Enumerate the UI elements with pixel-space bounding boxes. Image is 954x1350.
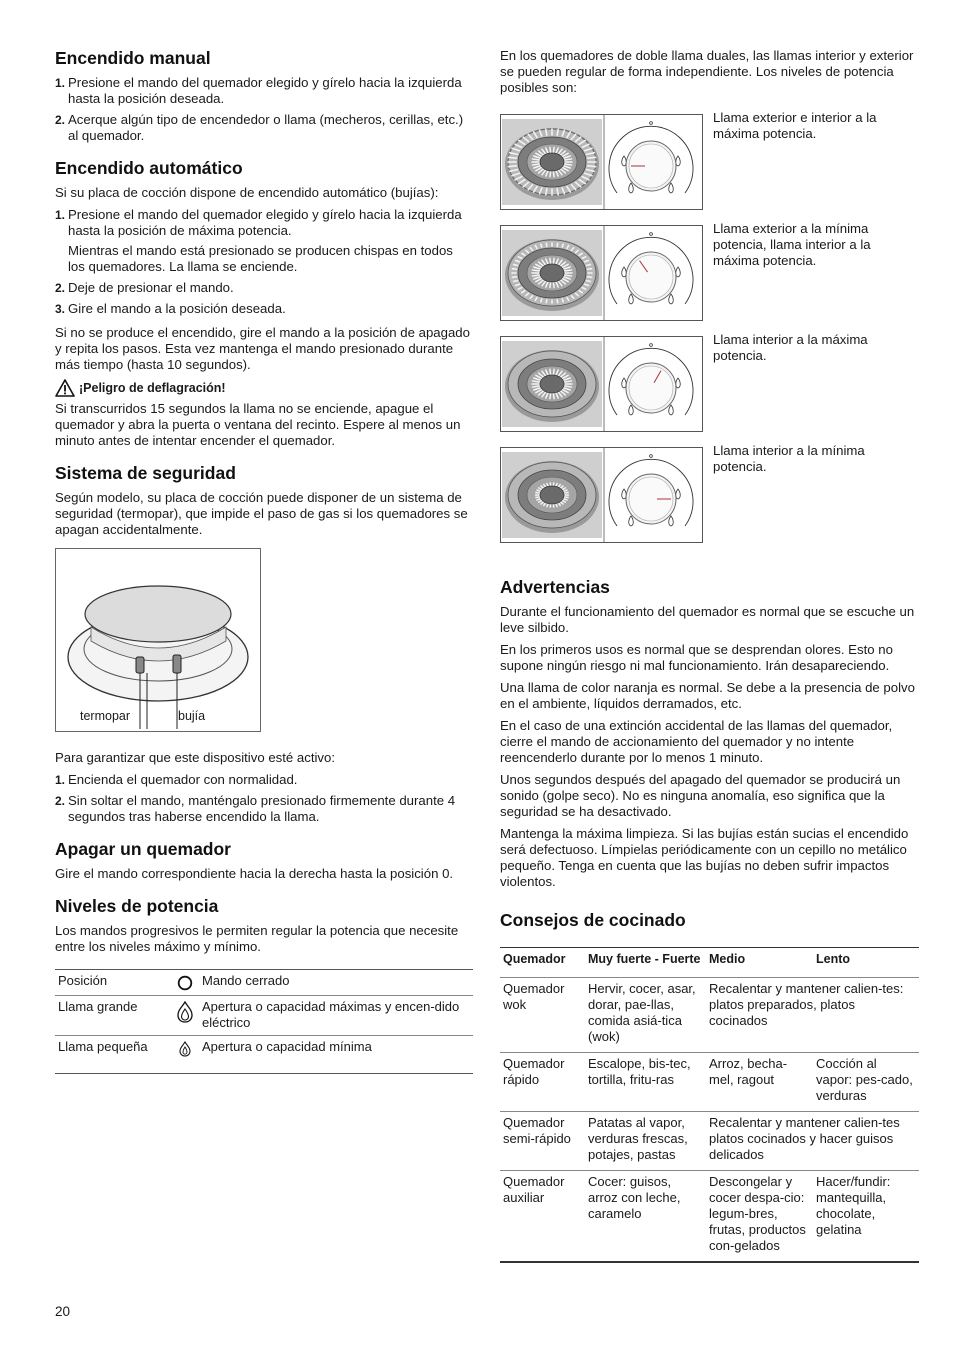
manual-steps bbox=[55, 75, 473, 144]
step-text: Acerque algún tipo de encendedor o llama (mecheros, cerillas, etc.) al quemador. bbox=[68, 112, 464, 143]
warning-title: ¡Peligro de deflagración! bbox=[79, 381, 226, 395]
warning-paragraph: Mantenga la máxima limpieza. Si las bujías están sucias el encendido será defectuoso. Límpielas periódicamente con un cepillo no metálico pequeño. Tenga en cuenta que las bujías no deben sufrir impactos violentos. bbox=[500, 826, 909, 889]
auto-ignition-heading: Encendido automático bbox=[55, 158, 243, 178]
dual-level-3 bbox=[500, 332, 919, 447]
description-cell: Apertura o capacidad máximas y encen-dido eléctrico bbox=[202, 999, 460, 1030]
cooking-tips-table bbox=[500, 947, 919, 1263]
dual-burner-image bbox=[500, 447, 703, 543]
power-levels-heading: Niveles de potencia bbox=[55, 896, 219, 916]
dual-burner-image bbox=[500, 225, 703, 321]
dual-level-caption: Llama interior a la máxima potencia. bbox=[713, 332, 868, 363]
burner-cell: Quemador auxiliar bbox=[500, 1171, 585, 1263]
dual-level-4 bbox=[500, 443, 919, 577]
security-text: Según modelo, su placa de cocción puede disponer de un sistema de seguridad (termopar), que impide el paso de gas si los quemadores se apagan accidentalmente. bbox=[55, 490, 468, 537]
table-row bbox=[500, 1171, 919, 1263]
medium-slow-cell: Recalentar y mantener calien-tes platos cocinados y hacer guisos delicados bbox=[706, 1112, 919, 1171]
icon-cell bbox=[168, 1039, 202, 1057]
table-row bbox=[55, 1036, 473, 1073]
bujia-label: bujía bbox=[178, 709, 206, 723]
position-cell: Posición bbox=[58, 973, 108, 988]
power-levels-table bbox=[55, 969, 473, 1074]
icon-cell bbox=[168, 999, 202, 1031]
list-item bbox=[55, 772, 473, 788]
step-number: 2. bbox=[55, 281, 66, 295]
position-cell: Llama grande bbox=[58, 999, 138, 1014]
strong-cell: Patatas al vapor, verduras frescas, potajes, pastas bbox=[585, 1112, 706, 1171]
warning-paragraph: Durante el funcionamiento del quemador es normal que se escuche un leve silbido. bbox=[500, 604, 915, 635]
warning-paragraph: En los primeros usos es normal que se desprendan olores. Esto no supone ningún riesgo ni mal funcionamiento. Irán desapareciendo. bbox=[500, 642, 893, 673]
strong-cell: Cocer: guisos, arroz con leche, caramelo bbox=[585, 1171, 706, 1263]
cooking-tips-section bbox=[500, 910, 919, 1263]
dual-level-caption: Llama exterior a la mínima potencia, llama interior a la máxima potencia. bbox=[713, 221, 871, 268]
step-number: 2. bbox=[55, 794, 66, 808]
slow-cell: Hacer/fundir: mantequilla, chocolate, gelatina bbox=[813, 1171, 919, 1263]
dual-burner-image bbox=[500, 114, 703, 210]
list-item bbox=[55, 793, 473, 825]
dual-level-caption: Llama exterior e interior a la máxima potencia. bbox=[713, 110, 877, 141]
dual-level-2 bbox=[500, 221, 919, 336]
security-heading: Sistema de seguridad bbox=[55, 463, 236, 483]
burner-cell: Quemador rápido bbox=[500, 1053, 585, 1112]
warning-paragraph: Una llama de color naranja es normal. Se debe a la presencia de polvo en el ambiente, líquidos derramados, etc. bbox=[500, 680, 915, 711]
turn-off-heading: Apagar un quemador bbox=[55, 839, 231, 859]
step-text: Gire el mando a la posición deseada. bbox=[68, 301, 286, 316]
table-row bbox=[500, 1053, 919, 1112]
step-text: Presione el mando del quemador elegido y gírelo hacia la izquierda hasta la posición de máxima potencia. bbox=[68, 207, 462, 238]
auto-ignition-section bbox=[55, 158, 473, 449]
auto-after-text: Si no se produce el encendido, gire el mando a la posición de apagado y repita los pasos. Esta vez mantenga el mando presionado durante más tiempo (hasta 10 segundos). bbox=[55, 325, 470, 372]
column-header: Quemador bbox=[500, 948, 585, 978]
warnings-section bbox=[500, 577, 919, 890]
table-header-row bbox=[500, 948, 919, 978]
large-flame-icon bbox=[177, 1001, 193, 1023]
step-number: 1. bbox=[55, 208, 66, 222]
table-row bbox=[500, 1112, 919, 1171]
list-item bbox=[55, 112, 473, 144]
column-header: Lento bbox=[813, 948, 919, 978]
burner-photo bbox=[501, 226, 702, 320]
medium-slow-cell: Recalentar y mantener calien-tes: platos preparados, platos cocinados bbox=[706, 978, 919, 1053]
table-row bbox=[500, 978, 919, 1053]
step-number: 3. bbox=[55, 302, 66, 316]
step-text: Presione el mando del quemador elegido y gírelo hacia la izquierda hasta la posición deseada. bbox=[68, 75, 462, 106]
dual-level-caption: Llama interior a la mínima potencia. bbox=[713, 443, 865, 474]
security-steps bbox=[55, 772, 473, 825]
warning-paragraph: Unos segundos después del apagado del quemador se producirá un sonido (golpe seco). No es ninguna anomalía, eso significa que la seguridad se ha desactivado. bbox=[500, 772, 901, 819]
step-text: Deje de presionar el mando. bbox=[68, 280, 234, 295]
auto-steps bbox=[55, 207, 473, 317]
burner-photo bbox=[501, 115, 702, 209]
column-header: Medio bbox=[706, 948, 813, 978]
page-number: 20 bbox=[55, 1304, 71, 1319]
warnings-heading: Advertencias bbox=[500, 577, 610, 597]
table-row bbox=[55, 970, 473, 996]
small-flame-icon bbox=[179, 1041, 191, 1057]
table-row bbox=[55, 996, 473, 1036]
warning-text: Si transcurridos 15 segundos la llama no se enciende, apague el quemador y abra la puerta o ventana del recinto. Espere al menos un minuto antes de intentar encender el quemador. bbox=[55, 401, 461, 448]
dual-burner-intro: En los quemadores de doble llama duales, las llamas interior y exterior se pueden regular de forma independiente. Los niveles de potencia posibles son: bbox=[500, 48, 914, 95]
step-number: 1. bbox=[55, 773, 66, 787]
burner-cell: Quemador semi-rápido bbox=[500, 1112, 585, 1171]
right-column bbox=[500, 48, 919, 1263]
auto-intro: Si su placa de cocción dispone de encendido automático (bujías): bbox=[55, 185, 439, 200]
position-cell: Llama pequeña bbox=[58, 1039, 148, 1054]
burner-illustration bbox=[56, 549, 260, 731]
strong-cell: Hervir, cocer, asar, dorar, pae-llas, comida asiá-tica (wok) bbox=[585, 978, 706, 1053]
burner-photo bbox=[501, 337, 702, 431]
manual-ignition-heading: Encendido manual bbox=[55, 48, 211, 68]
warning-triangle-icon bbox=[55, 379, 75, 397]
termopar-label: termopar bbox=[80, 709, 131, 723]
power-levels-text: Los mandos progresivos le permiten regular la potencia que necesite entre los niveles máximo y mínimo. bbox=[55, 923, 459, 954]
turn-off-text: Gire el mando correspondiente hacia la derecha hasta la posición 0. bbox=[55, 866, 454, 881]
thermocouple-figure bbox=[55, 548, 261, 732]
warning-paragraph: En el caso de una extinción accidental de las llamas del quemador, cierre el mando de accionamiento del quemador y no intente reencenderlo durante por lo menos 1 minuto. bbox=[500, 718, 893, 765]
step-number: 1. bbox=[55, 76, 66, 90]
dual-level-1 bbox=[500, 110, 919, 225]
burner-cell: Quemador wok bbox=[500, 978, 585, 1053]
step-subtext: Mientras el mando está presionado se producen chispas en todos los quemadores. La llama se enciende. bbox=[68, 243, 453, 274]
list-item bbox=[55, 301, 473, 317]
security-section bbox=[55, 463, 473, 825]
turn-off-section bbox=[55, 839, 473, 882]
description-cell: Mando cerrado bbox=[202, 973, 290, 988]
column-header: Muy fuerte - Fuerte bbox=[585, 948, 706, 978]
cooking-tips-heading: Consejos de cocinado bbox=[500, 910, 686, 930]
step-text: Encienda el quemador con normalidad. bbox=[68, 772, 298, 787]
closed-circle-icon bbox=[177, 975, 193, 991]
burner-photo bbox=[501, 448, 702, 542]
medium-cell: Arroz, becha-mel, ragout bbox=[706, 1053, 813, 1112]
list-item bbox=[55, 75, 473, 107]
manual-ignition-section bbox=[55, 48, 473, 144]
list-item bbox=[55, 280, 473, 296]
slow-cell: Cocción al vapor: pes-cado, verduras bbox=[813, 1053, 919, 1112]
power-levels-section bbox=[55, 896, 473, 1074]
step-text: Sin soltar el mando, manténgalo presionado firmemente durante 4 segundos tras haberse encendido la llama. bbox=[68, 793, 456, 824]
left-column bbox=[55, 48, 473, 1088]
medium-cell: Descongelar y cocer despa-cio: legum-bres, frutas, productos con-gelados bbox=[706, 1171, 813, 1263]
security-after-text: Para garantizar que este dispositivo esté activo: bbox=[55, 750, 336, 765]
description-cell: Apertura o capacidad mínima bbox=[202, 1039, 372, 1054]
icon-cell bbox=[168, 973, 202, 991]
step-number: 2. bbox=[55, 113, 66, 127]
dual-burner-image bbox=[500, 336, 703, 432]
warning-heading bbox=[55, 379, 473, 397]
strong-cell: Escalope, bis-tec, tortilla, fritu-ras bbox=[585, 1053, 706, 1112]
list-item bbox=[55, 207, 473, 275]
